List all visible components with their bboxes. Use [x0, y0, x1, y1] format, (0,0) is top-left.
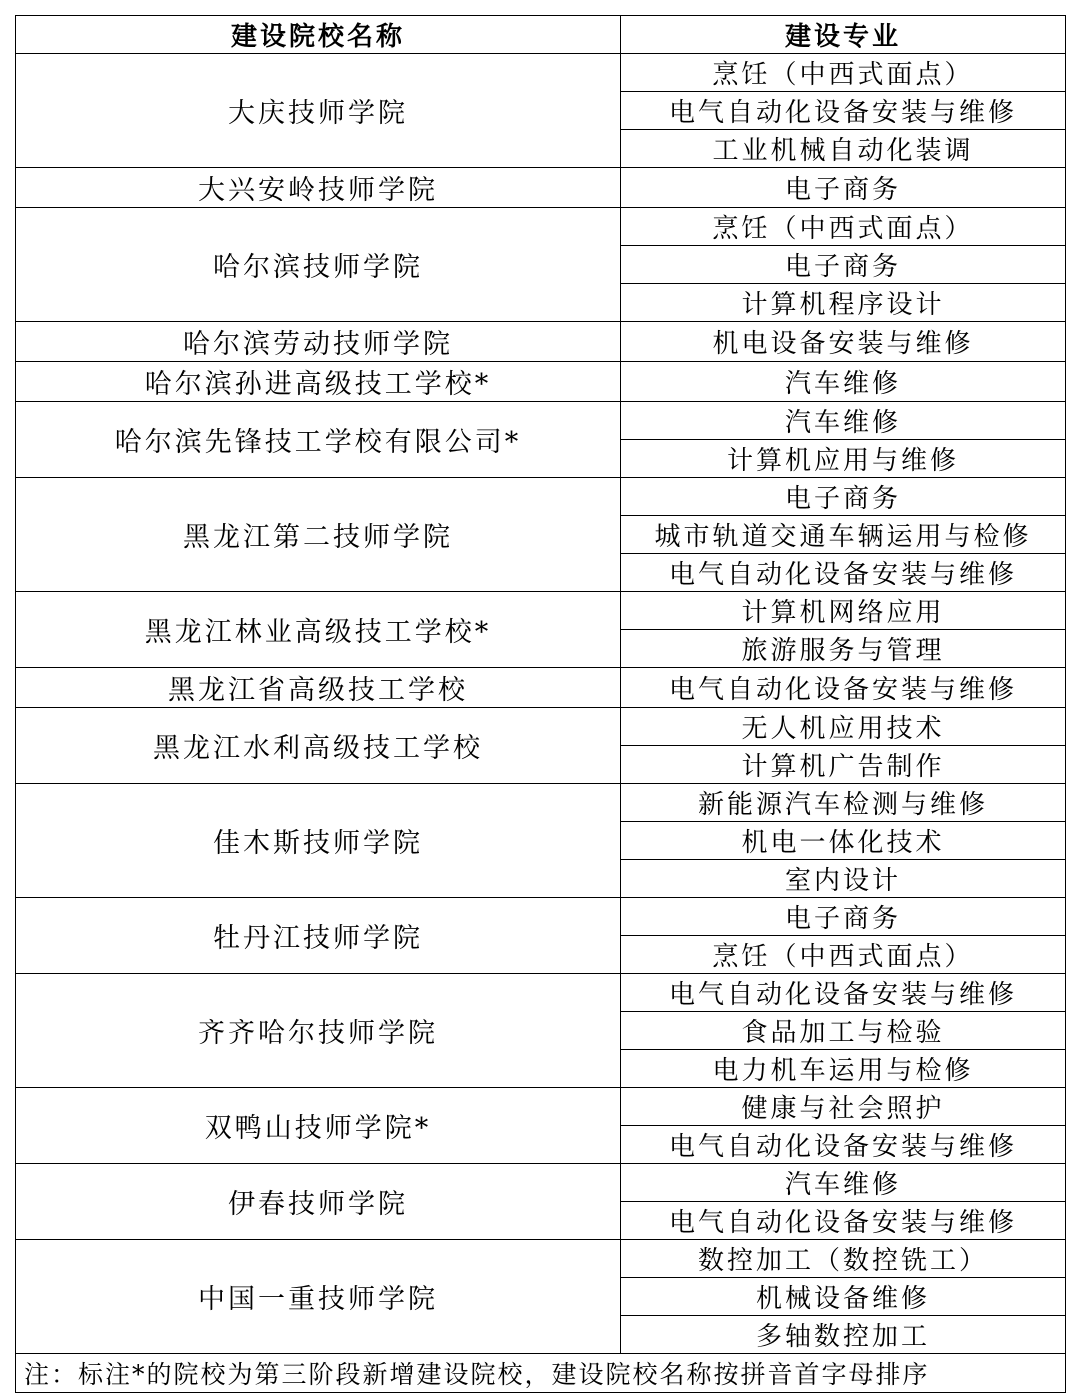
table-header-row: [16, 16, 1066, 54]
school-major-table: [15, 15, 1066, 1393]
table-row: [16, 362, 1066, 402]
major-name-cell: 电气自动化设备安装与维修: [621, 554, 1066, 592]
major-name-cell: 电气自动化设备安装与维修: [621, 1202, 1066, 1240]
school-name-cell: 中国一重技师学院: [16, 1240, 621, 1354]
table-row: [16, 168, 1066, 208]
table-row: [16, 898, 1066, 936]
header-school: 建设院校名称: [16, 16, 621, 54]
table-row: [16, 402, 1066, 440]
major-name-cell: 汽车维修: [621, 402, 1066, 440]
school-name-cell: 黑龙江省高级技工学校: [16, 668, 621, 708]
table-note: 注：标注*的院校为第三阶段新增建设院校，建设院校名称按拼音首字母排序: [16, 1354, 1066, 1393]
table-row: [16, 784, 1066, 822]
table-row: [16, 54, 1066, 92]
school-name-cell: 牡丹江技师学院: [16, 898, 621, 974]
school-name-cell: 伊春技师学院: [16, 1164, 621, 1240]
table-row: [16, 478, 1066, 516]
major-name-cell: 电气自动化设备安装与维修: [621, 668, 1066, 708]
table-row: [16, 668, 1066, 708]
school-name-cell: 哈尔滨技师学院: [16, 208, 621, 322]
major-name-cell: 旅游服务与管理: [621, 630, 1066, 668]
major-name-cell: 机械设备维修: [621, 1278, 1066, 1316]
major-name-cell: 电子商务: [621, 246, 1066, 284]
major-name-cell: 无人机应用技术: [621, 708, 1066, 746]
major-name-cell: 电气自动化设备安装与维修: [621, 974, 1066, 1012]
major-name-cell: 烹饪（中西式面点）: [621, 54, 1066, 92]
major-name-cell: 烹饪（中西式面点）: [621, 936, 1066, 974]
school-name-cell: 黑龙江第二技师学院: [16, 478, 621, 592]
major-name-cell: 新能源汽车检测与维修: [621, 784, 1066, 822]
major-name-cell: 计算机应用与维修: [621, 440, 1066, 478]
major-name-cell: 汽车维修: [621, 1164, 1066, 1202]
table-row: [16, 974, 1066, 1012]
major-name-cell: 电气自动化设备安装与维修: [621, 92, 1066, 130]
school-name-cell: 哈尔滨先锋技工学校有限公司*: [16, 402, 621, 478]
major-name-cell: 计算机程序设计: [621, 284, 1066, 322]
table-row: [16, 1240, 1066, 1278]
major-name-cell: 工业机械自动化装调: [621, 130, 1066, 168]
table-row: [16, 708, 1066, 746]
major-name-cell: 机电设备安装与维修: [621, 322, 1066, 362]
school-name-cell: 黑龙江水利高级技工学校: [16, 708, 621, 784]
note-row: [16, 1354, 1066, 1393]
table-row: [16, 322, 1066, 362]
header-major: 建设专业: [621, 16, 1066, 54]
major-name-cell: 计算机广告制作: [621, 746, 1066, 784]
major-name-cell: 电力机车运用与检修: [621, 1050, 1066, 1088]
table-row: [16, 208, 1066, 246]
major-name-cell: 多轴数控加工: [621, 1316, 1066, 1354]
school-name-cell: 哈尔滨劳动技师学院: [16, 322, 621, 362]
major-name-cell: 汽车维修: [621, 362, 1066, 402]
school-name-cell: 大兴安岭技师学院: [16, 168, 621, 208]
table-row: [16, 592, 1066, 630]
table-row: [16, 1088, 1066, 1126]
major-name-cell: 室内设计: [621, 860, 1066, 898]
major-name-cell: 食品加工与检验: [621, 1012, 1066, 1050]
major-name-cell: 机电一体化技术: [621, 822, 1066, 860]
major-name-cell: 数控加工（数控铣工）: [621, 1240, 1066, 1278]
table-row: [16, 1164, 1066, 1202]
major-name-cell: 城市轨道交通车辆运用与检修: [621, 516, 1066, 554]
school-name-cell: 佳木斯技师学院: [16, 784, 621, 898]
major-name-cell: 健康与社会照护: [621, 1088, 1066, 1126]
school-name-cell: 黑龙江林业高级技工学校*: [16, 592, 621, 668]
major-name-cell: 电气自动化设备安装与维修: [621, 1126, 1066, 1164]
school-name-cell: 哈尔滨孙进高级技工学校*: [16, 362, 621, 402]
school-name-cell: 齐齐哈尔技师学院: [16, 974, 621, 1088]
major-name-cell: 计算机网络应用: [621, 592, 1066, 630]
school-name-cell: 大庆技师学院: [16, 54, 621, 168]
major-name-cell: 电子商务: [621, 168, 1066, 208]
table-body: [16, 54, 1066, 1354]
major-name-cell: 电子商务: [621, 478, 1066, 516]
major-name-cell: 电子商务: [621, 898, 1066, 936]
major-name-cell: 烹饪（中西式面点）: [621, 208, 1066, 246]
school-name-cell: 双鸭山技师学院*: [16, 1088, 621, 1164]
